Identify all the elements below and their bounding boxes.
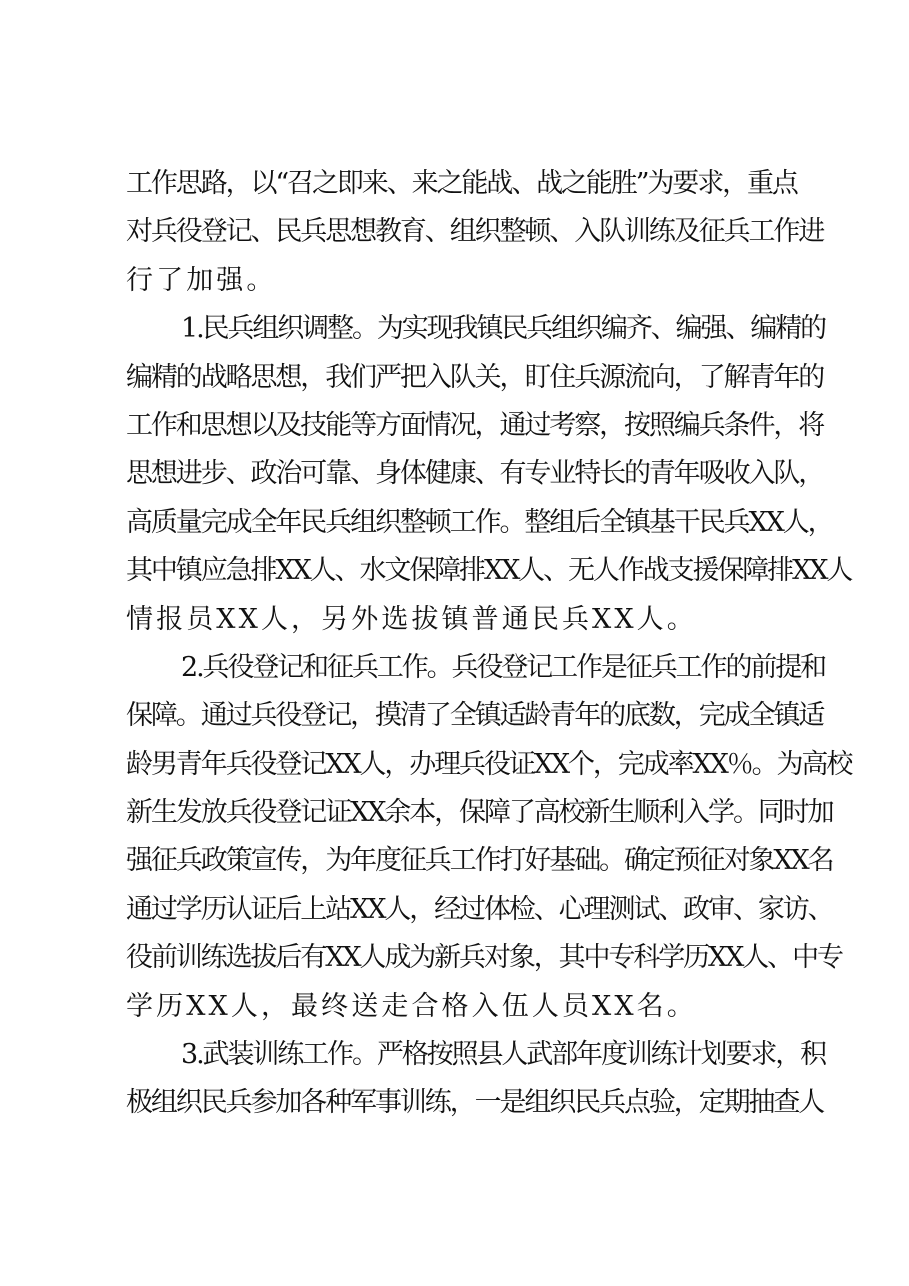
text-line: 学历XX人，最终送走合格入伍人员XX名。 <box>126 990 697 1022</box>
text-line: 2.兵役登记和征兵工作。兵役登记工作是征兵工作的前提和 <box>181 651 826 683</box>
text-line: 情报员XX人，另外选拔镇普通民兵XX人。 <box>126 603 697 635</box>
text-line: 1.民兵组织调整。为实现我镇民兵组织编齐、编强、编精的 <box>181 313 826 345</box>
paragraph-intro-continuation <box>126 160 824 305</box>
text-line: 编精的战略思想，我们严把入队关，盯住兵源流向，了解青年的 <box>126 361 824 393</box>
text-line: 保障。通过兵役登记，摸清了全镇适龄青年的底数，完成全镇适 <box>126 700 824 732</box>
paragraph-military-registration <box>126 644 852 1031</box>
text-line: 龄男青年兵役登记XX人，办理兵役证XX个，完成率XX％。为高校 <box>126 748 852 780</box>
text-line: 高质量完成全年民兵组织整顿工作。整组后全镇基干民兵XX人， <box>126 506 833 538</box>
text-line: 役前训练选拔后有XX人成为新兵对象，其中专科学历XX人、中专 <box>126 942 842 974</box>
text-line: 对兵役登记、民兵思想教育、组织整顿、入队训练及征兵工作进 <box>126 216 824 248</box>
text-line: 通过学历认证后上站XX人，经过体检、心理测试、政审、家访、 <box>126 893 833 925</box>
text-line: 行了加强。 <box>126 264 277 296</box>
paragraph-armed-training <box>126 1031 826 1128</box>
paragraph-militia-organization <box>126 305 852 644</box>
text-line: 思想进步、政治可靠、身体健康、有专业特长的青年吸收入队， <box>126 458 824 490</box>
text-line: 强征兵政策宣传，为年度征兵工作打好基础。确定预征对象XX名 <box>126 845 833 877</box>
document-body <box>126 160 852 1128</box>
text-line: 其中镇应急排XX人、水文保障排XX人、无人作战支援保障排XX人 <box>126 555 852 587</box>
text-line: 极组织民兵参加各种军事训练，一是组织民兵点验，定期抽查人 <box>126 1087 824 1119</box>
text-line: 工作思路，以“召之即来、来之能战、战之能胜”为要求，重点 <box>126 168 797 199</box>
text-line: 工作和思想以及技能等方面情况，通过考察，按照编兵条件，将 <box>126 409 824 441</box>
text-line: 3.武装训练工作。严格按照县人武部年度训练计划要求，积 <box>181 1039 826 1071</box>
text-line: 新生发放兵役登记证XX余本，保障了高校新生顺利入学。同时加 <box>126 797 833 829</box>
